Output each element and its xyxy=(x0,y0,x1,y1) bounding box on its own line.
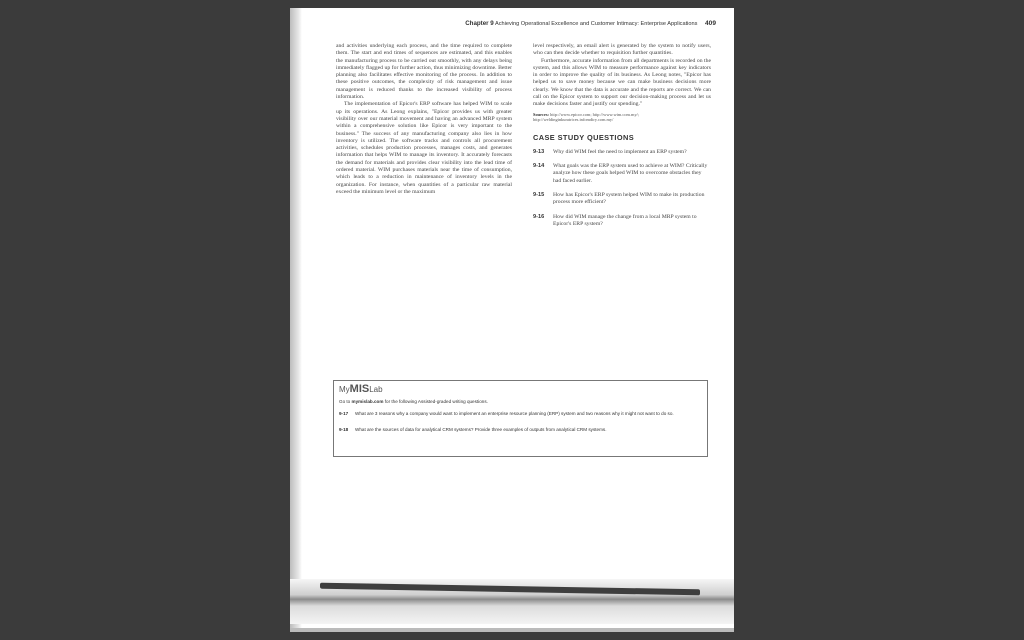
chapter-label: Chapter 9 xyxy=(465,20,494,27)
question-number: 9-13 xyxy=(533,148,545,155)
running-header xyxy=(420,20,716,27)
left-paragraph-2: The implementation of Epicor's ERP software has helped WIM to scale up its operations. As Leong explains, "Epicor provides us with greater visibility over our material movement and having an advanced MRP system within a comprehensive solution like Epicor is very important to the business." The success of any manufacturing company also lies in how inventory is utilized. The software tracks and controls all procurement activities, schedules production processes, manages costs, and generates information that helps WIM to manage its inventory. It accurately forecasts the demand for materials and provides clear visibility into the lead time of ordered material. WIM purchases materials near the time of consumption, which leads to a reduction in maintenance of inventory levels in the organization. For instance, when quantities of a particular raw material exceed the minimum level or the maximum xyxy=(336,101,512,195)
mymislab-box xyxy=(333,380,708,457)
left-paragraph-1: and activities underlying each process, and the time required to complete them. The start and end times of sequences are estimated, and this enables the manufacturing process to be carried out smoothly, with any delays being immediately flagged up for further action, thus minimizing downtime. Better planning also facilitates effective monitoring of the process. In addition to these positive outcomes, the complexity of risk management and issue management is reduced thanks to the increased visibility of process information. xyxy=(336,43,512,101)
page-number: 409 xyxy=(704,20,716,27)
goto-suffix: for the following Assisted-graded writing questions. xyxy=(384,399,488,404)
brand-my: My xyxy=(339,385,350,394)
mymislab-question xyxy=(339,411,701,417)
mymislab-instruction xyxy=(339,399,488,404)
page-bottom-edge xyxy=(290,628,734,632)
question-text: What are 3 reasons why a company would want to implement an enterprise resource planning (ERP) system and two reasons why it might not want to do so. xyxy=(355,411,674,416)
left-column xyxy=(336,43,512,196)
right-column xyxy=(533,43,711,228)
page-spine-shadow xyxy=(290,8,302,632)
question-number: 9-14 xyxy=(533,163,545,170)
question-text: What goals was the ERP system used to achieve at WIM? Critically analyze how these goals helped WIM to overcome obstacles they had faced earlier. xyxy=(553,163,708,184)
case-question xyxy=(533,163,711,185)
question-text: How has Epicor's ERP system helped WIM to make its production process more efficient? xyxy=(553,191,705,206)
question-number: 9-15 xyxy=(533,191,545,198)
case-question xyxy=(533,149,711,156)
sources-text: http://www.epicor.com; http://www.wim.com.my/; http://weldinginkuratrices.infomdiry.com.my/ xyxy=(533,111,640,123)
question-text: Why did WIM feel the need to implement an ERP system? xyxy=(553,148,687,155)
question-text: What are the sources of data for analytical CRM systems? Provide three examples of outputs from analytical CRM systems. xyxy=(355,427,607,432)
question-number: 9-16 xyxy=(533,213,545,220)
case-question xyxy=(533,214,711,229)
question-number: 9-17 xyxy=(339,411,349,416)
mymislab-link[interactable]: mymislab.com xyxy=(351,399,384,404)
chapter-title: Achieving Operational Excellence and Customer Intimacy: Enterprise Applications xyxy=(495,21,698,27)
mymislab-logo xyxy=(339,383,383,395)
scanned-page xyxy=(290,8,734,632)
goto-prefix: Go to xyxy=(339,399,351,404)
right-paragraph-2: Furthermore, accurate information from all departments is recorded on the system, and this allows WIM to measure performance against key indicators in order to improve the quality of its business. As Leong notes, "Epicor has helped us to save money because we can make business decisions more clearly. We know that the data is accurate and the reports are correct. We can call on the Epicor system to support our decision-making process and let us make decisions faster and justify our spending." xyxy=(533,57,711,108)
right-paragraph-1: level respectively, an email alert is generated by the system to notify users, who can then decide whether to requisition further quantities. xyxy=(533,43,711,57)
case-study-heading: CASE STUDY QUESTIONS xyxy=(533,133,635,143)
mymislab-question xyxy=(339,427,701,433)
case-question xyxy=(533,192,711,207)
question-text: How did WIM manage the change from a local MRP system to Epicor's ERP system? xyxy=(553,213,697,227)
question-number: 9-18 xyxy=(339,427,349,432)
sources-label: Sources: xyxy=(533,111,550,117)
brand-mis: MIS xyxy=(349,383,370,395)
sources-line xyxy=(533,112,711,123)
brand-lab: Lab xyxy=(369,385,383,394)
